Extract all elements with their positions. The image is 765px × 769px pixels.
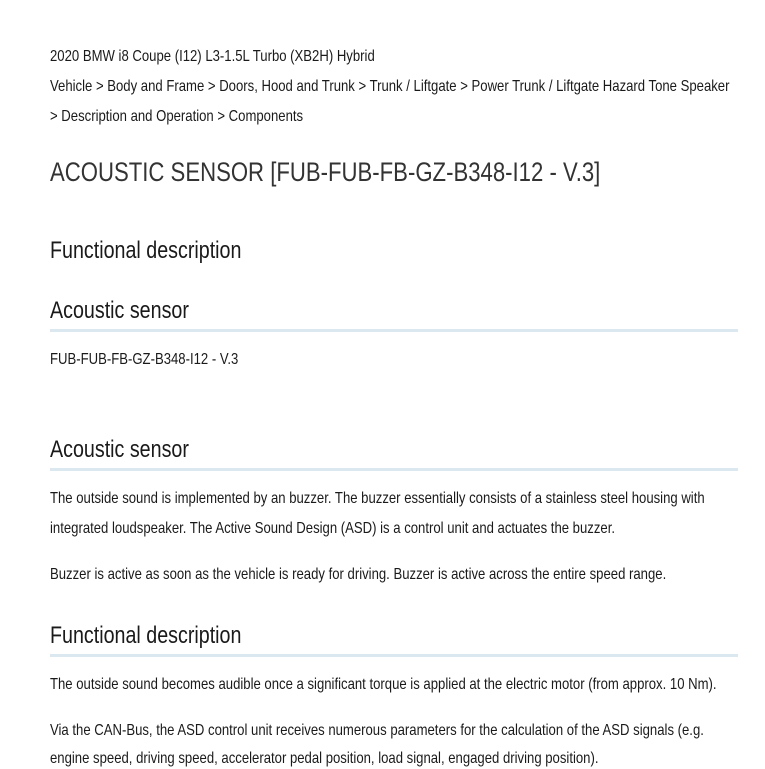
paragraph-text: Buzzer is active as soon as the vehicle is ready for driving. Buzzer is active across the entire speed range. xyxy=(50,566,667,583)
functional-description-heading-top-text: Functional description xyxy=(50,237,242,264)
acoustic-sensor-heading-2-text: Acoustic sensor xyxy=(50,436,189,463)
page-title xyxy=(50,155,721,189)
functional-description-paragraph-1 xyxy=(50,675,765,695)
paragraph-text: Via the CAN-Bus, the ASD control unit receives numerous parameters for the calculation of the ASD signals (e.g. xyxy=(50,722,704,739)
paragraph-text: integrated loudspeaker. The Active Sound Design (ASD) is a control unit and actuates the buzzer. xyxy=(50,520,615,537)
paragraph-text: engine speed, driving speed, accelerator pedal position, load signal, engaged driving position). xyxy=(50,750,599,767)
breadcrumb-continued xyxy=(50,107,359,127)
functional-description-heading xyxy=(50,621,738,657)
acoustic-sensor-paragraph-2 xyxy=(50,565,765,585)
vehicle-info xyxy=(50,47,446,67)
acoustic-sensor-paragraph-1-line-2 xyxy=(50,519,739,539)
acoustic-sensor-heading-1 xyxy=(50,296,738,332)
paragraph-text: The outside sound is implemented by an buzzer. The buzzer essentially consists of a stainless steel housing with xyxy=(50,490,705,507)
acoustic-sensor-heading-1-text: Acoustic sensor xyxy=(50,297,189,324)
functional-description-paragraph-2-line-1 xyxy=(50,721,765,741)
functional-description-heading-top xyxy=(50,236,283,266)
acoustic-sensor-paragraph-1-line-1 xyxy=(50,489,765,509)
paragraph-text: The outside sound becomes audible once a significant torque is applied at the electric motor (from approx. 10 Nm). xyxy=(50,676,717,693)
breadcrumb-path-line2: > Description and Operation > Components xyxy=(50,108,304,125)
breadcrumb-path-line1: Vehicle > Body and Frame > Doors, Hood and Trunk > Trunk / Liftgate > Power Trunk / Liftgate Hazard Tone Speaker xyxy=(50,78,730,95)
breadcrumb xyxy=(50,77,765,97)
vehicle-info-text: 2020 BMW i8 Coupe (I12) L3-1.5L Turbo (XB2H) Hybrid xyxy=(50,48,375,65)
component-code xyxy=(50,350,280,370)
page-title-text: ACOUSTIC SENSOR [FUB-FUB-FB-GZ-B348-I12 - V.3] xyxy=(50,157,601,187)
component-code-text: FUB-FUB-FB-GZ-B348-I12 - V.3 xyxy=(50,351,239,368)
functional-description-paragraph-2-line-2 xyxy=(50,749,719,769)
functional-description-heading-text: Functional description xyxy=(50,622,242,649)
acoustic-sensor-heading-2 xyxy=(50,435,738,471)
